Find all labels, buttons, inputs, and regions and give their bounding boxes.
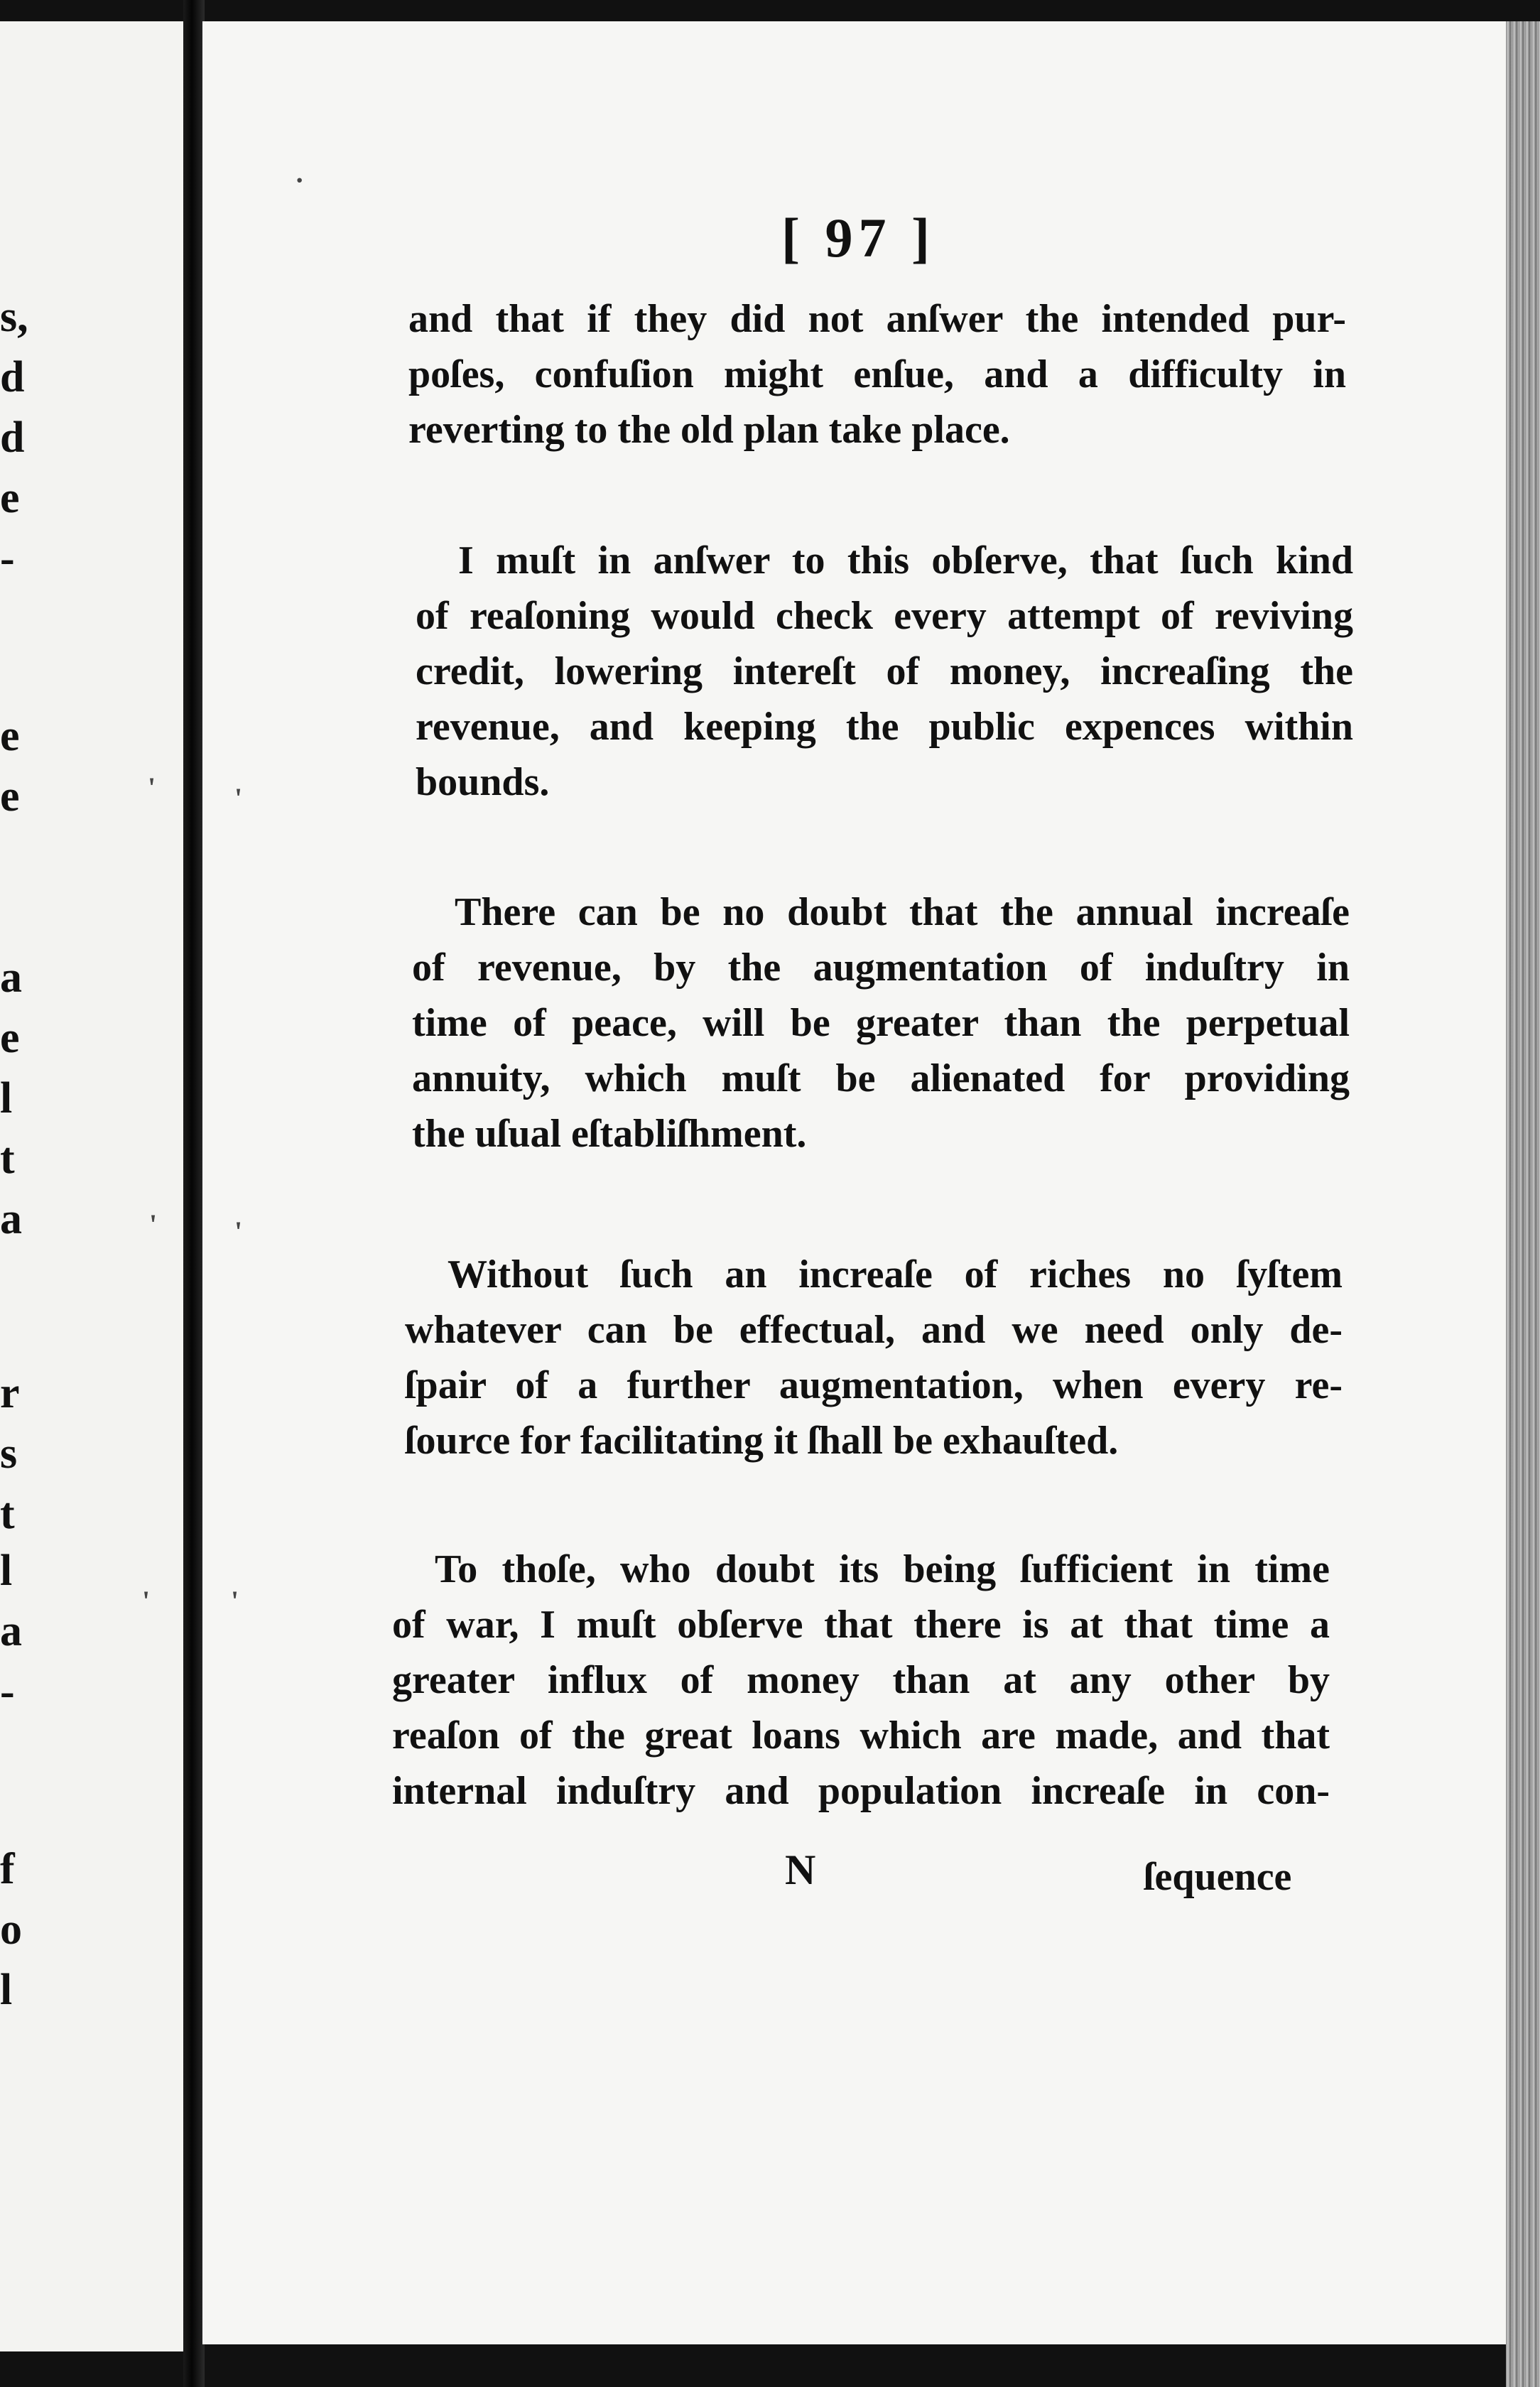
paragraph <box>408 291 1346 458</box>
paragraph <box>416 533 1353 810</box>
print-speck: ' <box>234 782 243 814</box>
left-fragment: t <box>0 1135 15 1183</box>
left-fragment: - <box>0 534 15 583</box>
left-fragment: e <box>0 474 20 522</box>
print-speck: ' <box>149 1208 158 1240</box>
text-line: of revenue, by the augmentation of induſtry in <box>412 946 1350 990</box>
print-speck: ' <box>148 772 156 803</box>
left-fragment: a <box>0 1607 22 1655</box>
page-number: [ 97 ] <box>781 207 936 269</box>
text-line: revenue, and keeping the public expences within <box>416 705 1353 749</box>
previous-page-fragment <box>0 21 183 2351</box>
book-gutter <box>183 0 205 2387</box>
left-fragment: e <box>0 1014 20 1062</box>
text-line: greater influx of money than at any other by <box>392 1658 1330 1702</box>
print-speck: · <box>295 164 305 196</box>
paragraph <box>412 884 1350 1162</box>
text-line: To thoſe, who doubt its being ſufficient in time <box>435 1547 1330 1591</box>
left-fragment: l <box>0 1547 13 1595</box>
left-fragment: d <box>0 353 25 401</box>
text-line: reverting to the old plan take place. <box>408 408 1010 452</box>
text-line: ſpair of a further augmentation, when every re- <box>405 1363 1343 1407</box>
print-speck: ' <box>231 1585 239 1617</box>
print-speck: ' <box>142 1585 151 1617</box>
text-line: reaſon of the great loans which are made, and that <box>392 1714 1330 1758</box>
print-speck: ' <box>234 1216 243 1247</box>
text-line: time of peace, will be greater than the perpetual <box>412 1001 1350 1045</box>
left-fragment: d <box>0 413 25 462</box>
text-line: whatever can be effectual, and we need only de- <box>405 1308 1343 1352</box>
left-fragment: - <box>0 1667 15 1716</box>
text-line: There can be no doubt that the annual increaſe <box>455 890 1350 934</box>
catchword: ſequence <box>1144 1855 1292 1899</box>
left-fragment: l <box>0 1966 13 2014</box>
left-fragment: e <box>0 772 20 821</box>
left-fragment: o <box>0 1905 22 1954</box>
text-line: the uſual eſtabliſhment. <box>412 1112 807 1156</box>
text-line: credit, lowering intereſt of money, increaſing the <box>416 649 1353 693</box>
left-fragment: a <box>0 953 22 1002</box>
left-fragment: e <box>0 712 20 760</box>
text-line: bounds. <box>416 760 550 804</box>
signature-mark: N <box>785 1846 816 1893</box>
left-fragment: s <box>0 1429 18 1478</box>
text-line: and that if they did not anſwer the intended pur- <box>408 297 1346 341</box>
text-line: internal induſtry and population increaſe in con- <box>392 1769 1330 1813</box>
paragraph <box>405 1247 1343 1468</box>
left-fragment: s, <box>0 293 28 341</box>
left-fragment: t <box>0 1490 15 1538</box>
text-line: I muſt in anſwer to this obſerve, that ſuch kind <box>458 538 1353 583</box>
left-fragment: a <box>0 1195 22 1243</box>
text-line: of reaſoning would check every attempt of reviving <box>416 594 1353 638</box>
text-line: ſource for facilitating it ſhall be exhauſted. <box>405 1419 1119 1463</box>
page-edge <box>1506 21 1540 2387</box>
text-line: poſes, confuſion might enſue, and a difficulty in <box>408 352 1346 396</box>
left-fragment: f <box>0 1845 15 1893</box>
text-line: annuity, which muſt be alienated for providing <box>412 1056 1350 1100</box>
left-fragment: l <box>0 1074 13 1122</box>
paragraph <box>392 1542 1330 1819</box>
text-line: Without ſuch an increaſe of riches no ſyſtem <box>448 1252 1343 1297</box>
left-fragment: r <box>0 1369 20 1417</box>
text-line: of war, I muſt obſerve that there is at that time a <box>392 1603 1330 1647</box>
